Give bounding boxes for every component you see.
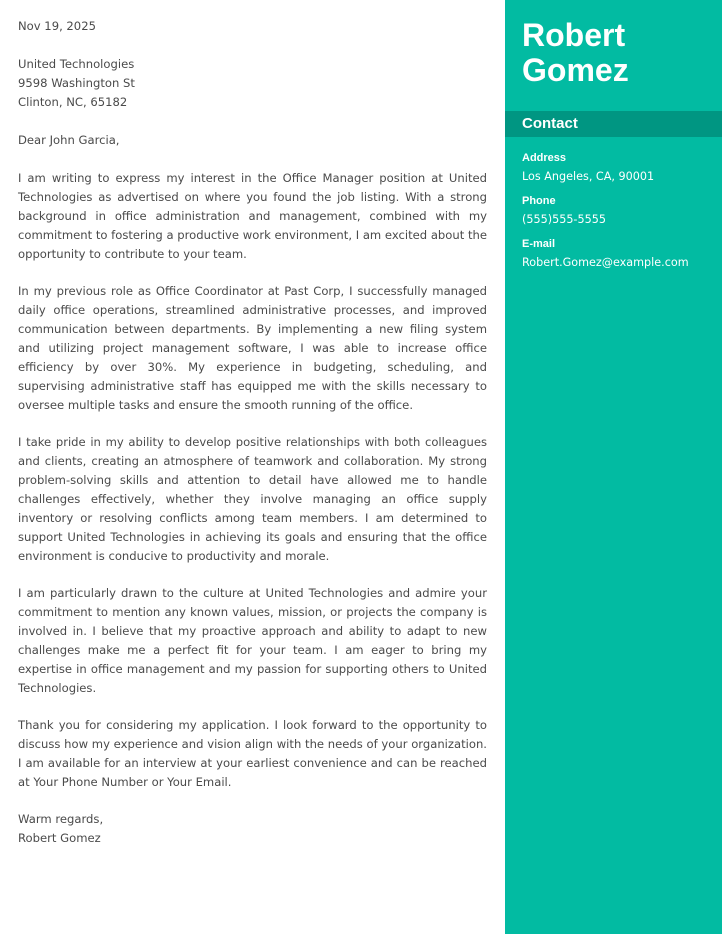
recipient-company: United Technologies	[18, 57, 135, 71]
paragraph-relationships: I take pride in my ability to develop positive relationships with both colleagues and clients, creating an atmosphere of teamwork and collaboration. My strong problem-solving skills and attention to detail have allowed me to handle challenges effectively, whether they involve managing an office supply inventory or resolving conflicts among team members. I am determined to support United Technologies in achieving its goals and ensuring that the office environment is conducive to productivity and morale.	[18, 435, 487, 563]
letter-closing: Warm regards,	[18, 812, 104, 826]
letter-signature: Robert Gomez	[18, 831, 101, 845]
phone-label: Phone	[522, 195, 556, 207]
phone-value: (555)555-5555	[522, 213, 606, 226]
contact-heading: Contact	[522, 115, 578, 132]
letter-date: Nov 19, 2025	[18, 19, 96, 33]
email-value: Robert.Gomez@example.com	[522, 256, 689, 269]
email-label: E-mail	[522, 238, 556, 250]
address-value: Los Angeles, CA, 90001	[522, 170, 655, 183]
recipient-city-line: Clinton, NC, 65182	[18, 95, 128, 109]
applicant-name	[522, 18, 629, 88]
applicant-last-name: Gomez	[522, 52, 629, 88]
paragraph-culture: I am particularly drawn to the culture at United Technologies and admire your commitment to mention any known values, mission, or projects the company is involved in. I believe that my proactive approach and ability to adapt to new challenges make me a perfect fit for your team. I am eager to bring my expertise in office management and my passion for supporting others to United Technologies.	[18, 586, 487, 695]
contact-sidebar	[505, 0, 722, 934]
contact-details	[522, 150, 717, 279]
applicant-first-name: Robert	[522, 17, 626, 53]
contact-header-bar	[505, 111, 722, 137]
recipient-address-block	[18, 55, 487, 112]
paragraph-experience: In my previous role as Office Coordinator at Past Corp, I successfully managed daily office operations, streamlined administrative processes, and improved communication between departments. By implementing a new filing system and utilizing project management software, I was able to increase office efficiency by over 30%. My experience in budgeting, scheduling, and supervising administrative staff has equipped me with the skills necessary to oversee multiple tasks and ensure the smooth running of the office.	[18, 284, 487, 412]
recipient-street: 9598 Washington St	[18, 76, 135, 90]
letter-greeting: Dear John Garcia,	[18, 133, 120, 147]
address-label: Address	[522, 152, 567, 164]
paragraph-introduction: I am writing to express my interest in the Office Manager position at United Technologies as advertised on where you found the job listing. With a strong background in office administration and management, combined with my commitment to fostering a productive work environment, I am excited about the opportunity to contribute to your team.	[18, 171, 487, 261]
paragraph-thank-you: Thank you for considering my application. I look forward to the opportunity to discuss how my experience and vision align with the needs of your organization. I am available for an interview at your earliest convenience and can be reached at Your Phone Number or Your Email.	[18, 718, 487, 789]
